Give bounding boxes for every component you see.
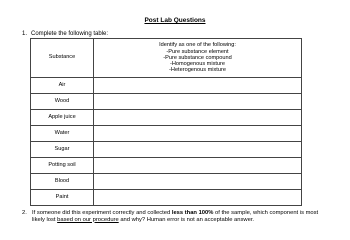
substance-cell: Blood: [31, 174, 94, 190]
identify-option-line: -Heterogenous mixture: [169, 67, 226, 74]
question-2-emphasis: less than 100%: [171, 210, 214, 216]
identification-answer-cell[interactable]: [94, 142, 302, 158]
identify-header-lines: [94, 42, 301, 73]
page-title: Post Lab Questions: [144, 17, 206, 24]
substance-cell: Sugar: [31, 142, 94, 158]
identification-answer-cell[interactable]: [94, 126, 302, 142]
question-2-text: [32, 210, 322, 223]
table-row: [31, 78, 302, 94]
table-row: [31, 158, 302, 174]
identification-answer-cell[interactable]: [94, 94, 302, 110]
table-row: [31, 94, 302, 110]
question-2-text-part2: of the sample, which component is most likely lost: [32, 210, 319, 223]
table-row: [31, 174, 302, 190]
table-header-row: [31, 39, 302, 78]
identification-answer-cell[interactable]: [94, 174, 302, 190]
table-row: [31, 126, 302, 142]
question-2-text-part1: If someone did this experiment correctly and collected: [32, 210, 172, 216]
question-1-text: Complete the following table:: [31, 31, 109, 37]
identification-answer-cell[interactable]: [94, 110, 302, 126]
question-2-number: 2.: [22, 210, 27, 216]
question-1: [22, 31, 108, 37]
substance-cell: Potting soil: [31, 158, 94, 174]
table-row: [31, 142, 302, 158]
identification-answer-cell[interactable]: [94, 158, 302, 174]
substance-cell: Water: [31, 126, 94, 142]
substance-cell: Apple juice: [31, 110, 94, 126]
question-2-underlined: based on our procedure: [57, 216, 119, 223]
substance-cell: Air: [31, 78, 94, 94]
identify-header: [94, 39, 302, 78]
identify-option-line: -Homogenous mixture: [169, 61, 226, 68]
identification-answer-cell[interactable]: [94, 190, 302, 206]
identification-answer-cell[interactable]: [94, 78, 302, 94]
table-row: [31, 110, 302, 126]
question-2: [22, 210, 322, 223]
substance-cell: Paint: [31, 190, 94, 206]
substance-header: Substance: [31, 39, 94, 78]
identify-option-line: -Pure substance compound: [163, 54, 232, 61]
question-2-text-part3: and why? Human error is not an acceptable answer.: [118, 216, 255, 223]
identify-option-line: Identify as one of the following:: [159, 42, 236, 49]
identify-option-line: -Pure substance element: [166, 48, 229, 55]
table-row: [31, 190, 302, 206]
substance-table: [30, 38, 302, 206]
substance-cell: Wood: [31, 94, 94, 110]
question-1-number: 1.: [22, 31, 28, 37]
